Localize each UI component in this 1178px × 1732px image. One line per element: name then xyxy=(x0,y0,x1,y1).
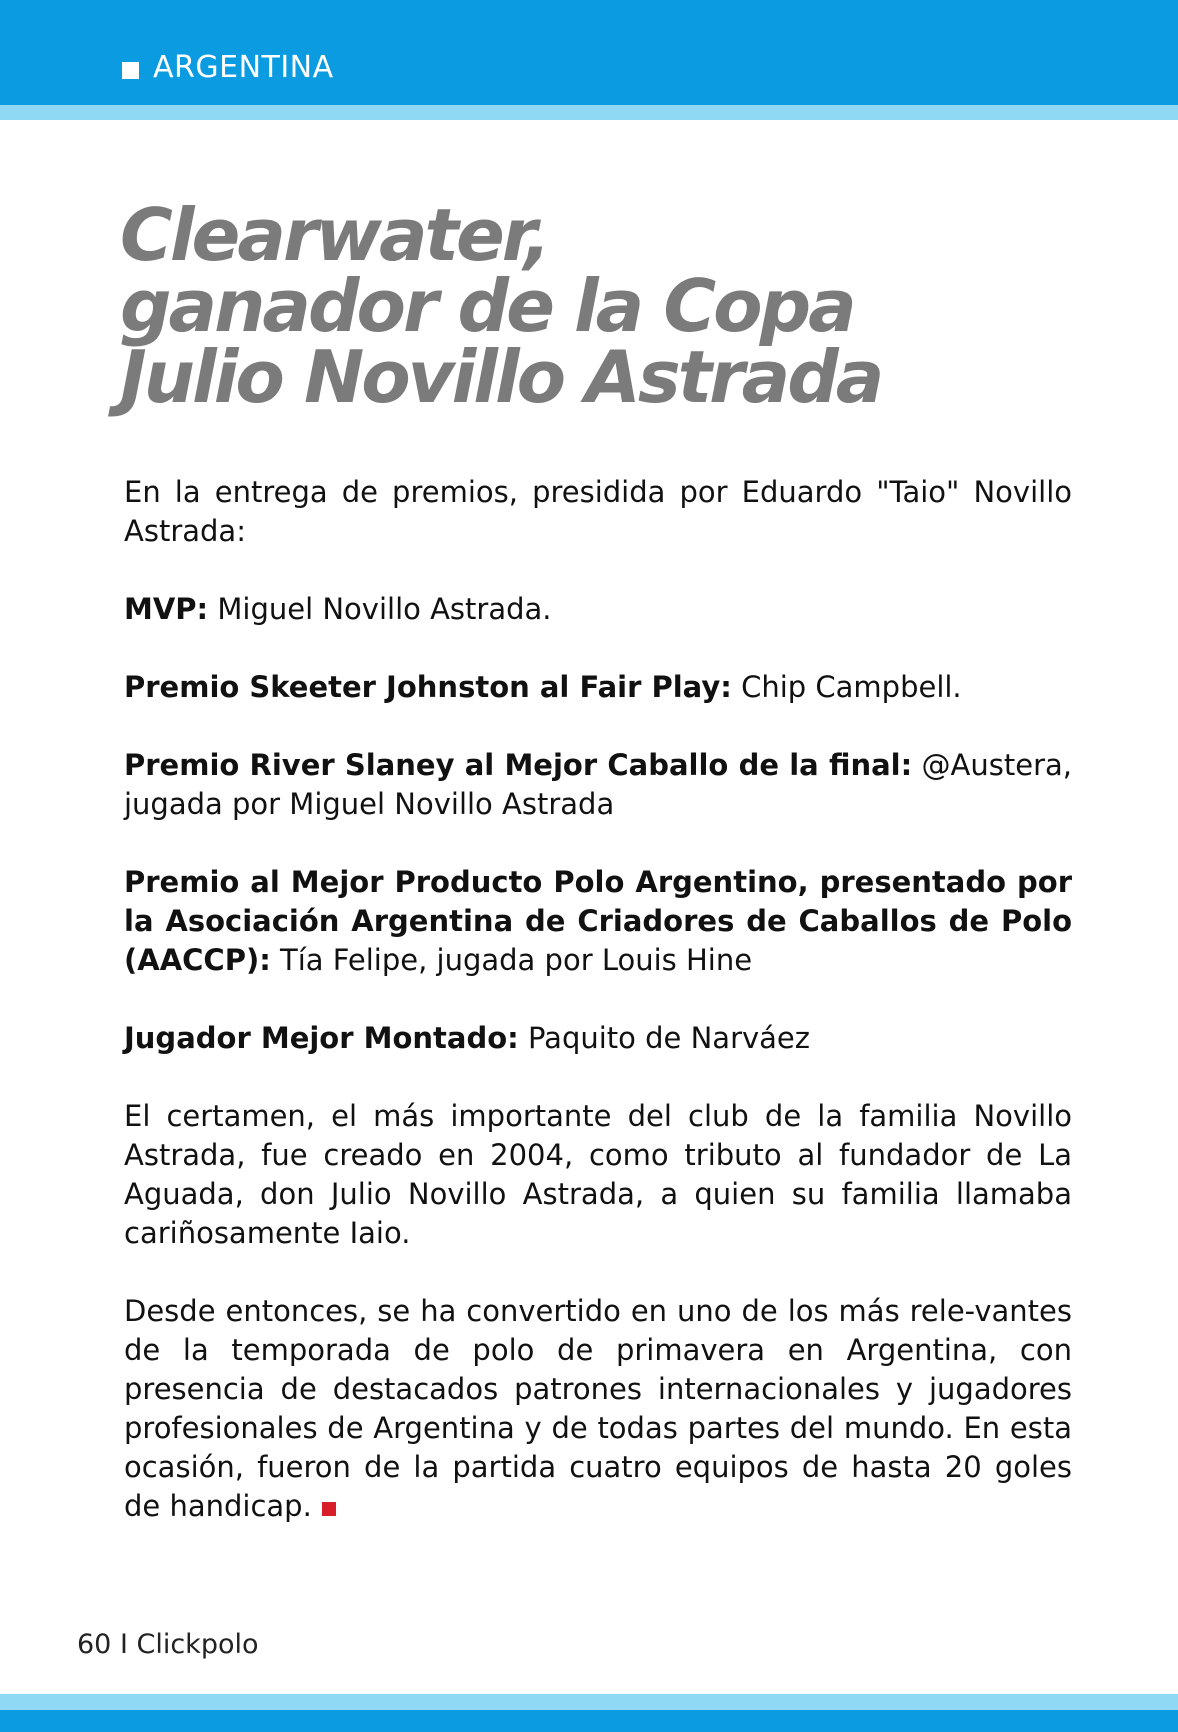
section-square-icon xyxy=(122,62,139,79)
headline-line-1: Clearwater, xyxy=(120,193,549,277)
award-item xyxy=(124,746,1072,824)
award-label: MVP: xyxy=(124,592,209,626)
headline-line-2: ganador de la Copa xyxy=(120,264,854,348)
section-label: ARGENTINA xyxy=(153,50,334,85)
page-footer: 60 I Clickpolo xyxy=(77,1629,259,1660)
award-value: Chip Campbell. xyxy=(741,670,962,704)
award-label: Premio al Mejor Producto Polo Argentino, presentado por la Asociación Argentina de Criadores de Caballos de Polo (AACCP): xyxy=(124,865,1072,977)
footer-stripe xyxy=(0,1694,1178,1710)
header-stripe xyxy=(0,105,1178,120)
award-label: Jugador Mejor Montado: xyxy=(124,1021,519,1055)
headline-line-3: Julio Novillo Astrada xyxy=(120,335,882,419)
award-label: Premio River Slaney al Mejor Caballo de la final: xyxy=(124,748,913,782)
award-value: Paquito de Narváez xyxy=(528,1021,810,1055)
end-of-article-icon xyxy=(322,1502,336,1516)
award-item xyxy=(124,590,1072,629)
award-item xyxy=(124,668,1072,707)
award-item xyxy=(124,1019,1072,1058)
body-paragraph-2 xyxy=(124,1292,1072,1526)
intro-paragraph: En la entrega de premios, presidida por Eduardo "Taio" Novillo Astrada: xyxy=(124,475,1072,548)
award-item xyxy=(124,863,1072,980)
award-value: @Austera, jugada por Miguel Novillo Astrada xyxy=(124,748,1072,821)
award-label: Premio Skeeter Johnston al Fair Play: xyxy=(124,670,732,704)
body-paragraph-1: El certamen, el más importante del club de la familia Novillo Astrada, fue creado en 2004, como tributo al fundador de La Aguada, don Julio Novillo Astrada, a quien su familia llamaba cariñosamente Iaio. xyxy=(124,1099,1072,1250)
article-headline xyxy=(120,193,1080,419)
article-body xyxy=(124,473,1072,1565)
award-value: Tía Felipe, jugada por Louis Hine xyxy=(280,943,753,977)
body-paragraph-2-text: Desde entonces, se ha convertido en uno de los más rele-vantes de la temporada de polo de primavera en Argentina, con presencia de destacados patrones internacionales y jugadores profesionales de Argentina y de todas partes del mundo. En esta ocasión, fueron de la partida cuatro equipos de hasta 20 goles de handicap. xyxy=(124,1294,1072,1523)
footer-bar xyxy=(0,1710,1178,1732)
award-value: Miguel Novillo Astrada. xyxy=(217,592,552,626)
